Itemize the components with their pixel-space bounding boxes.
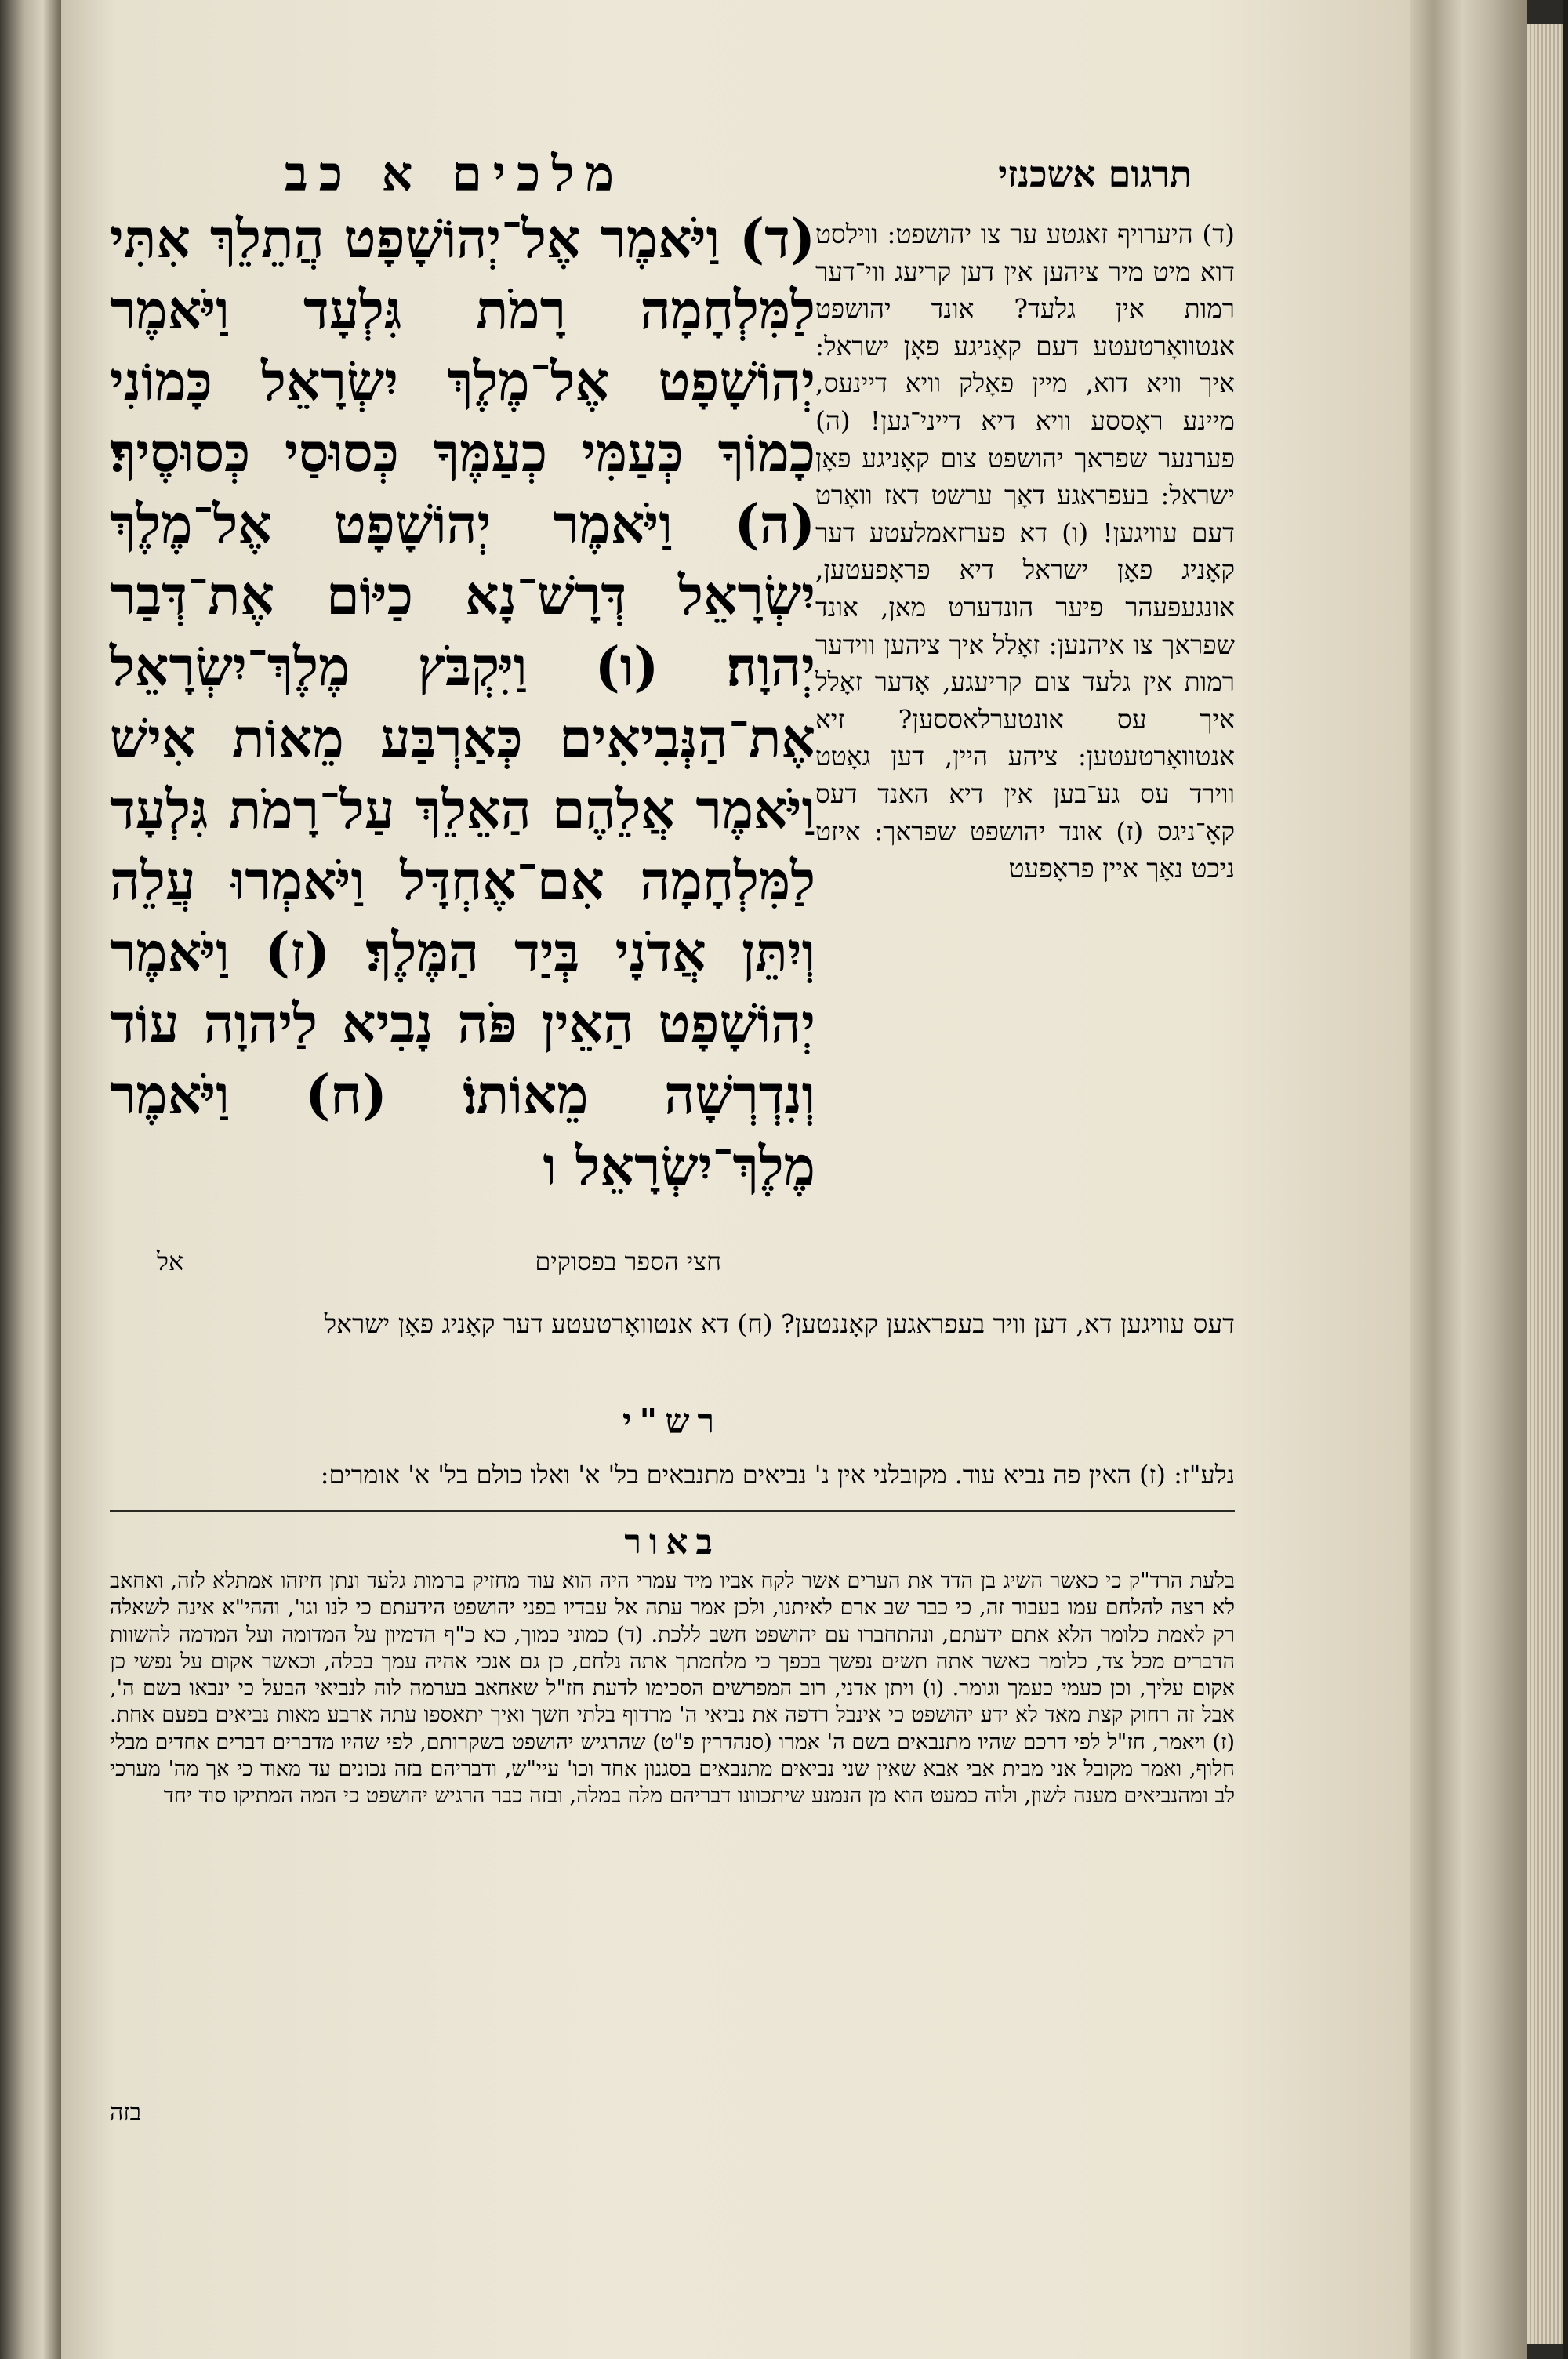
section-divider: [110, 1510, 1235, 1512]
biur-catchword: בזה: [110, 2099, 142, 2126]
page-stack-edge: [1527, 24, 1563, 2344]
translation-column: (ד) היערויף זאגטע ער צו יהושפט: ווילסט דוא מיט מיר ציהען אין דען קריעג ווי־דער רמות אין גלעד? אונד יהושפט אנטוואָרטעטע דעם קאָניגע פאָן ישראל: איך וויא דוא, מיין פאָלק וויא דיינעס, מיינע ראָססע וויא דיא דייני־גען! (ה) פערנער שפראך יהושפט צום קאָניגע פאָן ישראל: בעפראגע דאָך ערשט דאז וואָרט דעם עוויגען! (ו) דא פערזאמלעטע דער קאָניג פאָן ישראל דיא פראָפעטען, אונגעפעהר פיער הונדערט מאן, אונד שפראך צו איהנען: זאָלל איך ציהען ווידער רמות אין גלעד צום קריעגע, אָדער זאָלל איך עס אונטערלאססען? זיא אנטוואָרטעטען: ציהע היין, דען גאָטט ווירד עס גע־בען אין דיא האנד דעס קאָ־ניגס (ז) אונד יהושפט שפראך: איזט ניכט נאָך איין פראָפעט: [815, 219, 1235, 884]
main-catchword: אל: [157, 1247, 184, 1276]
previous-page-edge: [0, 0, 61, 2359]
book-gutter: [1410, 0, 1527, 2359]
page-header-side: תרגום אשכנזי: [998, 153, 1192, 195]
main-column-footer: [157, 1247, 721, 1276]
rashi-heading: רש"י: [622, 1402, 723, 1442]
rashi-commentary: נלע"ז: (ז) האין פה נביא עוד. מקובלני אין נ' נביאים מתנבאים בל' א' ואלו כולם בל' א' אומרים:: [320, 1460, 1235, 1490]
translation-continuation: דעס עוויגען דא, דען וויר בעפראגען קאָננטען? (ח) דא אנטוואָרטעטע דער קאָניג פאָן ישראל: [324, 1308, 1235, 1339]
main-hebrew-text: (ד) וַיֹּאמֶר אֶל־יְהוֹשָׁפָט הֲתֵלֵךְ אִתִּי לַמִּלְחָמָה רָמֹת גִּלְעָד וַיֹּאמֶר יְהוֹשָׁפָט אֶל־מֶלֶךְ יִשְׂרָאֵל כָּמוֹנִי כָמוֹךָ כְּעַמִּי כְעַמֶּךָ כְּסוּסַי כְּסוּסֶיךָ׃ (ה) וַיֹּאמֶר יְהוֹשָׁפָט אֶל־מֶלֶךְ יִשְׂרָאֵל דְּרָשׁ־נָא כַיּוֹם אֶת־דְּבַר יְהוָה׃ (ו) וַיִּקְבֹּץ מֶלֶךְ־יִשְׂרָאֵל אֶת־הַנְּבִיאִים כְּאַרְבַּע מֵאוֹת אִישׁ וַיֹּאמֶר אֲלֵהֶם הַאֵלֵךְ עַל־רָמֹת גִּלְעָד לַמִּלְחָמָה אִם־אֶחְדָּל וַיֹּאמְרוּ עֲלֵה וְיִתֵּן אֲדֹנָי בְּיַד הַמֶּלֶךְ׃ (ז) וַיֹּאמֶר יְהוֹשָׁפָט הַאֵין פֹּה נָבִיא לַיהוָה עוֹד וְנִדְרְשָׁה מֵאוֹתוֹ׃ (ח) וַיֹּאמֶר מֶלֶךְ־יִשְׂרָאֵל ו: [110, 208, 815, 1198]
biur-heading: באור: [624, 1522, 720, 1562]
footer-note: חצי הספר בפסוקים: [535, 1247, 721, 1276]
cover-edge: [1563, 0, 1568, 2359]
page-header-main: מלכים א כב: [284, 145, 626, 202]
biur-commentary: בלעת הרד"ק כי כאשר השיג בן הדד את הערים אשר לקח אביו מיד עמרי היה הוא עוד מחזיק ברמות גלעד ונתן חיזהו אמתלא לזה, ואחאב לא רצה להלחם עמו בעבור זה, כי כבר שב ארם לאיתנו, ולכן אמר עתה אל עבדיו בפני יהושפט הידעתם כי לנו וגו', וההי"א אינה לשאלה רק לאמת כלומר הלא אתם ידעתם, ונהתחברו עם יהושפט חשב ללכת. (ד) כמוני כמוך, כא כ"ף הדמיון על המדומה ועל המדמה להשוות הדברים מכל צד, כלומר כאשר אתה תשים נפשך בכפך כי מלחמתך אתה נלחם, כן גם אנכי אהיה עמך בכלה, וכאשר אקום על נפשי כן אקום עליך, וכן כעמי כעמך וגומר. (ו) ויתן אדני, רוב המפרשים הסכימו לדעת חז"ל שאחאב בערמה לוה לנביאי הבעל כי ינבאו בשם ה', אבל זה רחוק קצת מאד לא ידע יהושפט כי אינבל רדפה את נביאי ה' מרדוף בלתי חשך ואיך יתאספו עתה ארבע מאות נביאים בפעם אחת. (ז) ויאמר, חז"ל לפי דרכם שהיו מתנבאים בשם ה' אמרו (סנהדרין פ"ט) שהרגיש יהושפט בשקרותם, לפי שהיו מדברים דברים אחדים מבלי חלוף, ואמר מקובל אני מבית אבי אבא שאין שני נביאים מתנבאים בסגנון אחד וכו' עיי"ש, ודבריהם בזה נכונים עד מאוד כי אך מה' מערכי לב ומהנביאים מענה לשון, ולוה כמעט הוא מן הנמנע שיתכוונו דבריהם מלה במלה, ובזה כבר הרגיש יהושפט כי המה המתיקו סוד יחד: [110, 1569, 1235, 1809]
